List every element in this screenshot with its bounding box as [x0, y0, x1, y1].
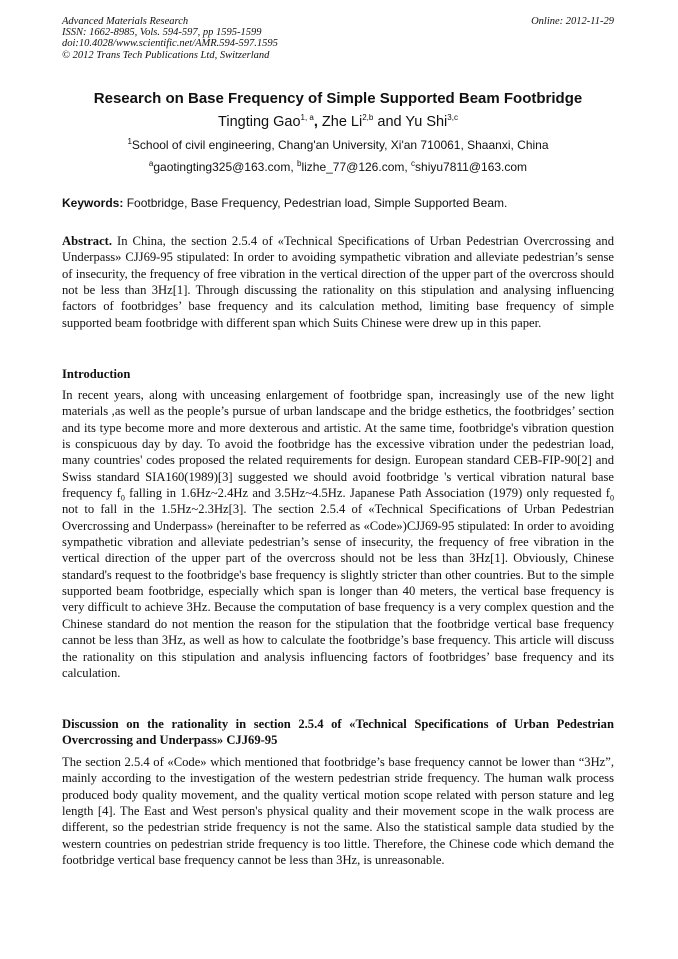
author-affil-mark: 3,c: [447, 113, 458, 123]
author-name: Yu Shi: [405, 114, 448, 130]
author-line: [62, 114, 614, 130]
email-mark: c: [411, 159, 416, 168]
abstract-text: In China, the section 2.5.4 of «Technical Specifications of Urban Pedestrian Overcrossing and Underpass» CJJ69-95 stipulated: In order to avoiding sympathetic vibration and alleviate pedestrian’s sense of insecurity, the frequency of free vibration in the vertical direction of the upper part of the overcross should not be less than 3Hz[1]. Through discussing the rationality on this stipulation and analysing influencing factors of footbridges’ base frequency and its calculation method, limiting base frequency of simple supported beam footbridge with different span which Suits Chinese were drew up in this paper.: [62, 234, 614, 330]
author-affil-mark: 2,b: [362, 113, 374, 123]
keywords-label: Keywords:: [62, 196, 124, 210]
paper-title: Research on Base Frequency of Simple Supported Beam Footbridge: [93, 90, 583, 107]
author-separator: ,: [313, 114, 322, 130]
email-address: gaotingting325@163.com,: [153, 160, 297, 174]
introduction-text: falling in 1.6Hz~2.4Hz and 3.5Hz~4.5Hz. Japanese Path Association (1979) only requested f: [124, 486, 611, 501]
author-separator: and: [373, 114, 406, 130]
journal-header: [62, 16, 278, 61]
abstract-label: Abstract.: [62, 234, 113, 248]
online-date: Online: 2012-11-29: [531, 16, 614, 27]
affiliation: [62, 138, 614, 152]
introduction-heading: Introduction: [62, 367, 131, 381]
email-mark: a: [148, 159, 154, 168]
discussion-paragraph: The section 2.5.4 of «Code» which mentioned that footbridge’s base frequency cannot be lower than “3Hz”, mainly according to the investigation of the western pedestrian stride frequency. The human walk process produced body quality movement, and the quality vertical motion scope related with person stature and leg length [4]. The East and West person's physical quality and their movement scope in the walk process are different, so the pedestrian stride frequency is not the same. Also the statistical sample data studied by the western countries on pedestrian stride frequency is too little. Therefore, the Chinese code which demand the footbridge vertical base frequency cannot be less than 3Hz, is unreasonable.: [62, 755, 614, 868]
affiliation-text: School of civil engineering, Chang'an University, Xi'an 710061, Shaanxi, China: [131, 138, 549, 152]
subscript: 0: [120, 493, 125, 503]
email-mark: b: [297, 159, 302, 168]
introduction-text: not to fall in the 1.5Hz~2.3Hz[3]. The section 2.5.4 of «Technical Specifications of Urban Pedestrian Overcrossing and Underpass» (hereinafter to be referred as «Code»)CJJ69-95 stipulated: In order to avoiding sympathetic vibration and alleviate pedestrian’s sense of insecurity, the frequency of free vibration in the vertical direction of the upper part of the overcross should not be less than 3Hz[1]. Obviously, Chinese standard's request to the footbridge's base frequency is slightly stricter than other countries. But to the simple supported beam footbridge, especially which span is longer than 40 meters, the vertical base frequency is very difficult to achieve 3Hz. Because the computation of base frequency is a very complex question and the Chinese standard do not mention the reason for the stipulation that the footbridge vertical base frequency cannot be less than 3Hz, as well as how to calculate the footbridge’s base frequency. This article will discuss the rationality on this stipulation and analysis influencing factors of footbridges’ base frequency and its calculation.: [62, 502, 614, 680]
doi-line: doi:10.4028/www.scientific.net/AMR.594-597.1595: [62, 38, 278, 50]
email-address: shiyu7811@163.com: [415, 160, 528, 174]
email-address: lizhe_77@126.com,: [301, 160, 412, 174]
author-affil-mark: 1, a: [300, 113, 314, 123]
author-name: Zhe Li: [321, 114, 363, 130]
keywords-text: Footbridge, Base Frequency, Pedestrian load, Simple Supported Beam.: [123, 196, 508, 210]
introduction-text: In recent years, along with unceasing enlargement of footbridge span, increasingly use of the new light materials ,as well as the people’s pursue of urban landscape and the bridge esthetics, the footbridges’ section and its type become more and more dexterous and artistic. At the same time, footbridge's vibration question is conspicuous day by day. To avoid the footbridge has the excessive vibration under the pedestrian load, many countries' codes proposed the related requirements for design. European standard CEB-FIP-90[2] and Swiss standard SIA160(1989)[3] suggested we should avoid footbridge 's vertical vibration natural base frequency f: [62, 388, 614, 501]
introduction-paragraph: [62, 387, 614, 681]
discussion-heading: Discussion on the rationality in section 2.5.4 of «Technical Specifications of Urban Pedestrian Overcrossing and Underpass» CJJ69-95: [62, 717, 614, 748]
subscript: 0: [610, 493, 615, 503]
abstract-paragraph: [62, 233, 614, 331]
author-name: Tingting Gao: [218, 114, 301, 130]
journal-name: Advanced Materials Research: [62, 16, 189, 27]
copyright-line: © 2012 Trans Tech Publications Ltd, Switzerland: [62, 49, 270, 61]
issn-line: ISSN: 1662-8985, Vols. 594-597, pp 1595-1599: [62, 27, 262, 39]
email-line: [62, 160, 614, 174]
keywords: [62, 196, 507, 210]
affiliation-mark: 1: [127, 137, 132, 146]
